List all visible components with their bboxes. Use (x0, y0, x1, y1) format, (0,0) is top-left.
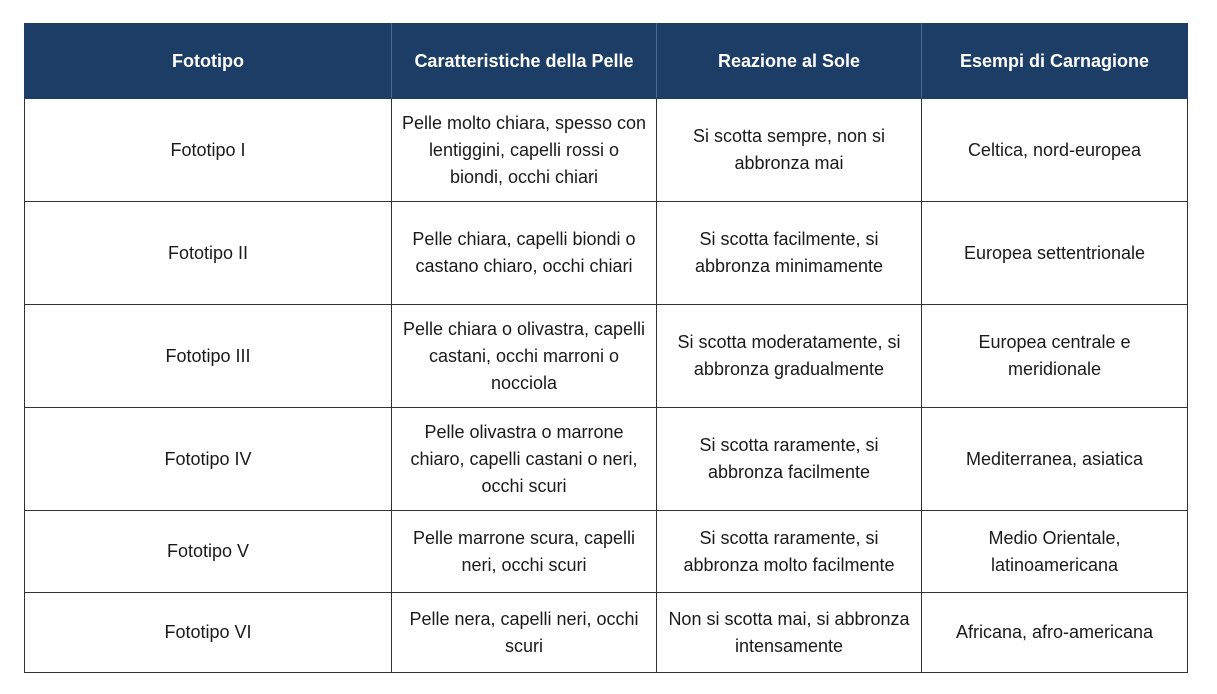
table-header (25, 24, 1188, 99)
table-row (25, 202, 1188, 305)
table-body (25, 99, 1188, 673)
table-row (25, 593, 1188, 673)
cell-reazione: Si scotta raramente, si abbronza facilmente (657, 408, 922, 511)
header-reazione: Reazione al Sole (657, 24, 922, 99)
cell-fototipo: Fototipo VI (25, 593, 392, 673)
cell-reazione: Si scotta sempre, non si abbronza mai (657, 99, 922, 202)
cell-pelle: Pelle nera, capelli neri, occhi scuri (392, 593, 657, 673)
cell-carnagione: Europea centrale e meridionale (922, 305, 1188, 408)
table-row (25, 408, 1188, 511)
cell-carnagione: Medio Orientale, latinoamericana (922, 511, 1188, 593)
table-row (25, 511, 1188, 593)
cell-carnagione: Celtica, nord-europea (922, 99, 1188, 202)
cell-reazione: Si scotta facilmente, si abbronza minimamente (657, 202, 922, 305)
table-row (25, 99, 1188, 202)
cell-pelle: Pelle olivastra o marrone chiaro, capelli castani o neri, occhi scuri (392, 408, 657, 511)
cell-pelle: Pelle molto chiara, spesso con lentiggini, capelli rossi o biondi, occhi chiari (392, 99, 657, 202)
cell-reazione: Non si scotta mai, si abbronza intensamente (657, 593, 922, 673)
header-carnagione: Esempi di Carnagione (922, 24, 1188, 99)
header-caratteristiche: Caratteristiche della Pelle (392, 24, 657, 99)
phototype-table (24, 23, 1188, 673)
cell-reazione: Si scotta raramente, si abbronza molto facilmente (657, 511, 922, 593)
cell-carnagione: Africana, afro-americana (922, 593, 1188, 673)
header-fototipo: Fototipo (25, 24, 392, 99)
cell-reazione: Si scotta moderatamente, si abbronza gradualmente (657, 305, 922, 408)
cell-fototipo: Fototipo II (25, 202, 392, 305)
cell-carnagione: Mediterranea, asiatica (922, 408, 1188, 511)
cell-fototipo: Fototipo III (25, 305, 392, 408)
table-row (25, 305, 1188, 408)
header-row (25, 24, 1188, 99)
cell-pelle: Pelle chiara, capelli biondi o castano chiaro, occhi chiari (392, 202, 657, 305)
cell-fototipo: Fototipo I (25, 99, 392, 202)
cell-fototipo: Fototipo IV (25, 408, 392, 511)
cell-fototipo: Fototipo V (25, 511, 392, 593)
cell-carnagione: Europea settentrionale (922, 202, 1188, 305)
cell-pelle: Pelle marrone scura, capelli neri, occhi scuri (392, 511, 657, 593)
cell-pelle: Pelle chiara o olivastra, capelli castani, occhi marroni o nocciola (392, 305, 657, 408)
